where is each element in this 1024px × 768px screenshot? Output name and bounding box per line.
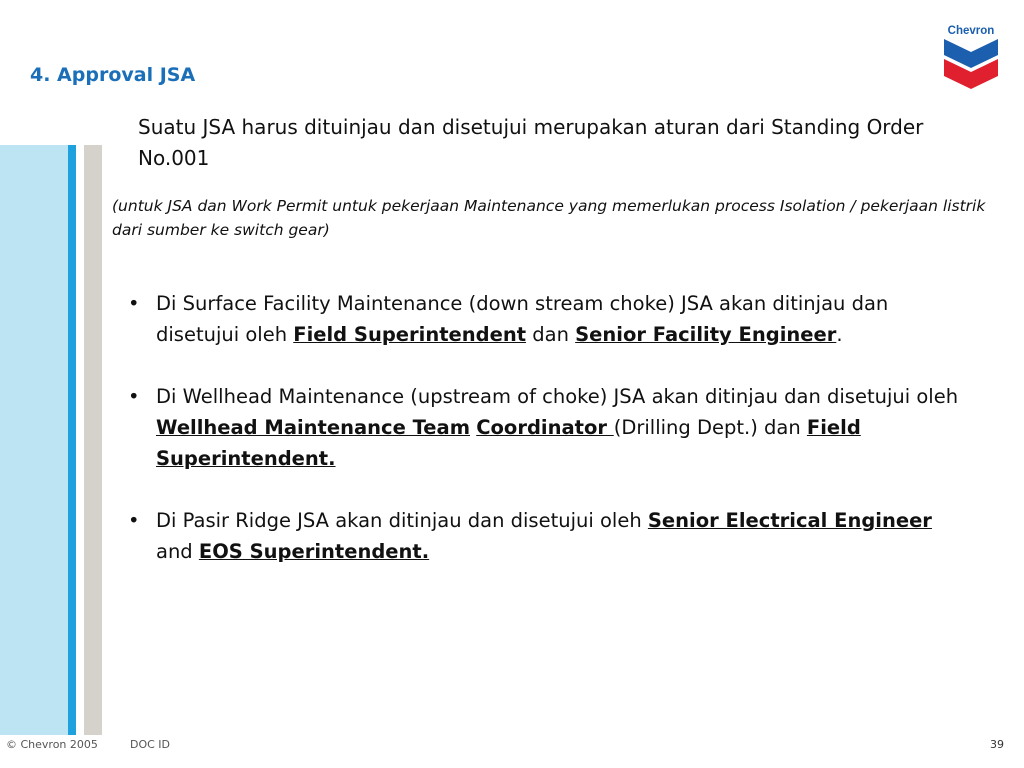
role-wellhead-maintenance-team: Wellhead Maintenance Team	[156, 416, 471, 439]
role-coordinator: Coordinator	[476, 416, 614, 439]
footer-page-number: 39	[990, 738, 1004, 751]
list-item	[128, 505, 968, 567]
note-text: (untuk JSA dan Work Permit untuk pekerjaan Maintenance yang memerlukan process Isolation / pekerjaan listrik dari sumber ke switch gear)	[112, 197, 986, 239]
bullet-dot: •	[128, 292, 140, 315]
bullet-text: Di Wellhead Maintenance (upstream of choke) JSA akan ditinjau dan disetujui oleh	[156, 385, 959, 408]
slide-title: 4. Approval JSA	[30, 64, 196, 86]
chevron-logo-icon	[940, 22, 1002, 90]
left-decor-bar-blue	[68, 145, 76, 735]
list-item	[128, 288, 968, 350]
left-decor-bar-gap	[76, 145, 84, 735]
bullet-text: dan	[526, 323, 576, 346]
bullet-text: Di Surface Facility Maintenance (down stream choke) JSA akan ditinjau dan disetujui oleh	[156, 292, 889, 346]
bullet-list	[128, 288, 968, 598]
left-decor-bar-lightblue	[0, 145, 68, 735]
role-senior-facility-engineer: Senior Facility Engineer	[575, 323, 837, 346]
bullet-dot: •	[128, 385, 140, 408]
bullet-text: Di Pasir Ridge JSA akan ditinjau dan disetujui oleh	[156, 509, 648, 532]
bullet-text: (Drilling Dept.) dan	[613, 416, 807, 439]
role-field-superintendent: Field Superintendent.	[156, 416, 861, 470]
role-senior-electrical-engineer: Senior Electrical Engineer	[647, 509, 932, 532]
footer-doc-id: DOC ID	[130, 738, 171, 751]
footer-copyright: © Chevron 2005	[6, 738, 98, 751]
bullet-dot: •	[128, 509, 140, 532]
intro-text: Suatu JSA harus dituinjau dan disetujui merupakan aturan dari Standing Order No.001	[138, 115, 924, 170]
list-item	[128, 381, 968, 474]
left-decor-bar-gray	[84, 145, 102, 735]
role-field-superintendent: Field Superintendent	[293, 323, 527, 346]
role-eos-superintendent: EOS Superintendent.	[198, 540, 430, 563]
bullet-text: and	[156, 540, 199, 563]
logo-text: Chevron	[947, 25, 995, 37]
bullet-text: .	[836, 323, 843, 346]
